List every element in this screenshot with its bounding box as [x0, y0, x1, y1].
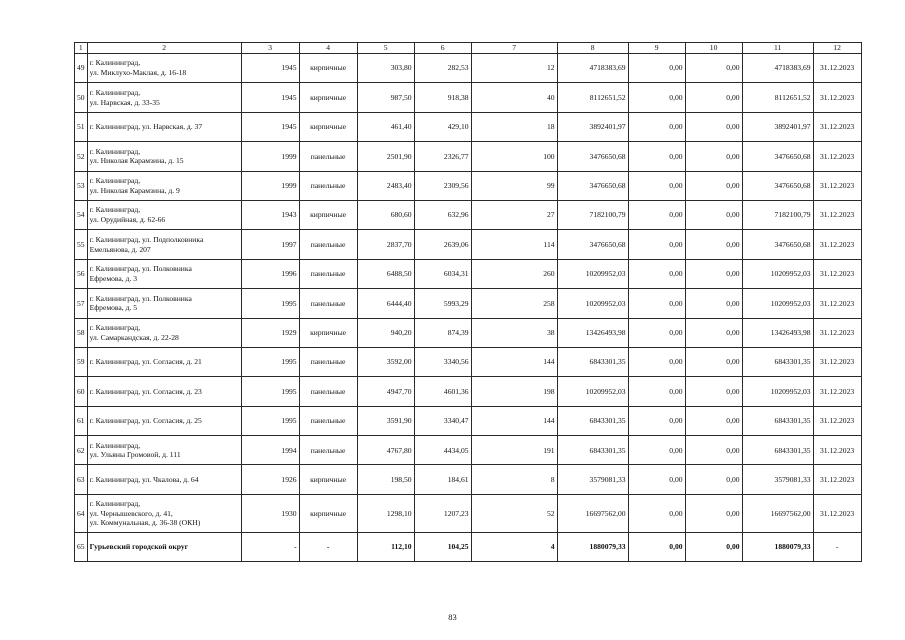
- fund-b-cell: 0,00: [685, 142, 742, 171]
- fund-a-cell: 0,00: [628, 259, 685, 288]
- date-cell: 31.12.2023: [813, 54, 861, 83]
- living-area-cell: 4434,05: [414, 436, 471, 465]
- material-cell: панельные: [299, 289, 357, 318]
- total-area-cell: 112,10: [357, 532, 414, 561]
- date-cell: 31.12.2023: [813, 171, 861, 200]
- row-number: 50: [75, 83, 88, 112]
- residents-cell: 144: [471, 406, 557, 435]
- address-line: ул. Ульяны Громовой, д. 111: [89, 450, 181, 460]
- material-cell: панельные: [299, 171, 357, 200]
- address-line: г. Калининград,: [89, 87, 141, 97]
- date-cell: 31.12.2023: [813, 465, 861, 494]
- fund-a-cell: 0,00: [628, 171, 685, 200]
- table-row: [75, 259, 862, 288]
- address-line: ул. Николая Карамзина, д. 15: [89, 156, 184, 166]
- year-cell: 1926: [241, 465, 299, 494]
- row-number: 54: [75, 200, 88, 229]
- row-number: 65: [75, 532, 88, 561]
- fund-a-cell: 0,00: [628, 112, 685, 141]
- cost-total-cell: 6843301,35: [557, 436, 628, 465]
- fund-b-cell: 0,00: [685, 171, 742, 200]
- residents-cell: 114: [471, 230, 557, 259]
- cost-total-cell: 6843301,35: [557, 406, 628, 435]
- material-cell: панельные: [299, 259, 357, 288]
- fund-c-cell: 3476650,68: [742, 171, 813, 200]
- residents-cell: 100: [471, 142, 557, 171]
- address-line: ул. Миклухо-Маклая, д. 16-18: [89, 68, 187, 78]
- living-area-cell: 3340,56: [414, 347, 471, 376]
- living-area-cell: 282,53: [414, 54, 471, 83]
- column-header: 5: [357, 43, 414, 54]
- year-cell: 1945: [241, 112, 299, 141]
- table-row: [75, 377, 862, 406]
- fund-c-cell: 6843301,35: [742, 406, 813, 435]
- cost-total-cell: 10209952,03: [557, 377, 628, 406]
- total-area-cell: 3591,90: [357, 406, 414, 435]
- material-cell: кирпичные: [299, 318, 357, 347]
- year-cell: 1995: [241, 377, 299, 406]
- fund-c-cell: 10209952,03: [742, 259, 813, 288]
- address-line: г. Калининград,: [89, 498, 141, 508]
- fund-b-cell: 0,00: [685, 494, 742, 532]
- cost-total-cell: 8112651,52: [557, 83, 628, 112]
- material-cell: кирпичные: [299, 200, 357, 229]
- fund-c-cell: 3476650,68: [742, 230, 813, 259]
- cost-total-cell: 7182100,79: [557, 200, 628, 229]
- fund-b-cell: 0,00: [685, 377, 742, 406]
- date-cell: 31.12.2023: [813, 377, 861, 406]
- table-row: [75, 406, 862, 435]
- column-header: 1: [75, 43, 88, 54]
- living-area-cell: 429,10: [414, 112, 471, 141]
- residents-cell: 52: [471, 494, 557, 532]
- address-cell: [87, 289, 241, 318]
- year-cell: 1943: [241, 200, 299, 229]
- column-header: 12: [813, 43, 861, 54]
- living-area-cell: 2639,06: [414, 230, 471, 259]
- address-cell: [87, 347, 241, 376]
- table-row: [75, 142, 862, 171]
- row-number: 62: [75, 436, 88, 465]
- cost-total-cell: 13426493,98: [557, 318, 628, 347]
- fund-b-cell: 0,00: [685, 289, 742, 318]
- year-cell: 1995: [241, 289, 299, 318]
- cost-total-cell: 10209952,03: [557, 259, 628, 288]
- fund-a-cell: 0,00: [628, 318, 685, 347]
- material-cell: кирпичные: [299, 465, 357, 494]
- address-line: ул. Самаркандская, д. 22-28: [89, 332, 179, 342]
- year-cell: 1945: [241, 83, 299, 112]
- fund-a-cell: 0,00: [628, 377, 685, 406]
- row-number: 51: [75, 112, 88, 141]
- residents-cell: 12: [471, 54, 557, 83]
- address-cell: [87, 436, 241, 465]
- total-area-cell: 4947,70: [357, 377, 414, 406]
- column-header: 10: [685, 43, 742, 54]
- row-number: 61: [75, 406, 88, 435]
- fund-b-cell: 0,00: [685, 436, 742, 465]
- row-number: 53: [75, 171, 88, 200]
- fund-a-cell: 0,00: [628, 436, 685, 465]
- living-area-cell: 918,38: [414, 83, 471, 112]
- row-number: 59: [75, 347, 88, 376]
- living-area-cell: 104,25: [414, 532, 471, 561]
- address-line: г. Калининград,: [89, 322, 141, 332]
- column-header: 11: [742, 43, 813, 54]
- total-area-cell: 1298,10: [357, 494, 414, 532]
- residents-cell: 258: [471, 289, 557, 318]
- address-line: г. Калининград, ул. Полковника: [89, 293, 192, 303]
- address-line: ул. Николая Карамзина, д. 9: [89, 185, 180, 195]
- housing-table: [74, 42, 862, 562]
- year-cell: -: [241, 532, 299, 561]
- address-line: г. Калининград, ул. Нарвская, д. 37: [89, 122, 203, 132]
- residents-cell: 99: [471, 171, 557, 200]
- material-cell: панельные: [299, 347, 357, 376]
- year-cell: 1930: [241, 494, 299, 532]
- material-cell: панельные: [299, 406, 357, 435]
- fund-b-cell: 0,00: [685, 200, 742, 229]
- fund-c-cell: 6843301,35: [742, 347, 813, 376]
- address-cell: [87, 54, 241, 83]
- address-line: г. Калининград, ул. Подполковника: [89, 234, 204, 244]
- column-header: 2: [87, 43, 241, 54]
- fund-c-cell: 6843301,35: [742, 436, 813, 465]
- column-header: 9: [628, 43, 685, 54]
- address-cell: [87, 465, 241, 494]
- total-area-cell: 2483,40: [357, 171, 414, 200]
- fund-c-cell: 3476650,68: [742, 142, 813, 171]
- cost-total-cell: 3892401,97: [557, 112, 628, 141]
- residents-cell: 8: [471, 465, 557, 494]
- living-area-cell: 874,39: [414, 318, 471, 347]
- residents-cell: 260: [471, 259, 557, 288]
- address-cell: [87, 142, 241, 171]
- cost-total-cell: 6843301,35: [557, 347, 628, 376]
- residents-cell: 40: [471, 83, 557, 112]
- material-cell: панельные: [299, 436, 357, 465]
- fund-a-cell: 0,00: [628, 54, 685, 83]
- cost-total-cell: 4718383,69: [557, 54, 628, 83]
- column-header: 4: [299, 43, 357, 54]
- fund-c-cell: 13426493,98: [742, 318, 813, 347]
- address-line: г. Калининград,: [89, 146, 141, 156]
- date-cell: 31.12.2023: [813, 112, 861, 141]
- column-header: 3: [241, 43, 299, 54]
- cost-total-cell: 3579081,33: [557, 465, 628, 494]
- date-cell: 31.12.2023: [813, 289, 861, 318]
- total-area-cell: 198,50: [357, 465, 414, 494]
- fund-a-cell: 0,00: [628, 83, 685, 112]
- material-cell: панельные: [299, 377, 357, 406]
- row-number: 60: [75, 377, 88, 406]
- table-row: [75, 347, 862, 376]
- date-cell: 31.12.2023: [813, 406, 861, 435]
- address-cell: [87, 377, 241, 406]
- fund-a-cell: 0,00: [628, 347, 685, 376]
- fund-c-cell: 4718383,69: [742, 54, 813, 83]
- year-cell: 1996: [241, 259, 299, 288]
- material-cell: панельные: [299, 142, 357, 171]
- total-area-cell: 2501,90: [357, 142, 414, 171]
- fund-c-cell: 1880079,33: [742, 532, 813, 561]
- fund-a-cell: 0,00: [628, 406, 685, 435]
- fund-c-cell: 10209952,03: [742, 377, 813, 406]
- fund-b-cell: 0,00: [685, 112, 742, 141]
- residents-cell: 191: [471, 436, 557, 465]
- date-cell: 31.12.2023: [813, 142, 861, 171]
- table-body: [75, 43, 862, 562]
- date-cell: 31.12.2023: [813, 347, 861, 376]
- column-header: 6: [414, 43, 471, 54]
- address-cell: [87, 318, 241, 347]
- address-line: Гурьевский городской округ: [89, 542, 189, 552]
- year-cell: 1994: [241, 436, 299, 465]
- total-area-cell: 987,50: [357, 83, 414, 112]
- residents-cell: 144: [471, 347, 557, 376]
- residents-cell: 18: [471, 112, 557, 141]
- fund-b-cell: 0,00: [685, 532, 742, 561]
- table-row: [75, 318, 862, 347]
- address-line: ул. Чернышевского, д. 41,: [89, 508, 173, 518]
- address-line: г. Калининград,: [89, 176, 141, 186]
- address-cell: [87, 406, 241, 435]
- total-area-cell: 940,20: [357, 318, 414, 347]
- fund-a-cell: 0,00: [628, 494, 685, 532]
- address-line: г. Калининград, ул. Полковника: [89, 264, 192, 274]
- address-line: ул. Орудийная, д. 62-66: [89, 215, 166, 225]
- address-line: г. Калининград,: [89, 440, 141, 450]
- material-cell: панельные: [299, 230, 357, 259]
- column-header: 7: [471, 43, 557, 54]
- address-line: г. Калининград, ул. Согласия, д. 21: [89, 357, 202, 367]
- fund-b-cell: 0,00: [685, 54, 742, 83]
- date-cell: 31.12.2023: [813, 494, 861, 532]
- total-area-cell: 6488,50: [357, 259, 414, 288]
- year-cell: 1945: [241, 54, 299, 83]
- table-row: [75, 436, 862, 465]
- residents-cell: 198: [471, 377, 557, 406]
- living-area-cell: 2326,77: [414, 142, 471, 171]
- fund-b-cell: 0,00: [685, 347, 742, 376]
- year-cell: 1929: [241, 318, 299, 347]
- table-row: [75, 230, 862, 259]
- year-cell: 1995: [241, 406, 299, 435]
- fund-b-cell: 0,00: [685, 465, 742, 494]
- address-line: г. Калининград, ул. Согласия, д. 23: [89, 386, 202, 396]
- cost-total-cell: 3476650,68: [557, 142, 628, 171]
- row-number: 63: [75, 465, 88, 494]
- cost-total-cell: 10209952,03: [557, 289, 628, 318]
- fund-b-cell: 0,00: [685, 318, 742, 347]
- year-cell: 1997: [241, 230, 299, 259]
- fund-b-cell: 0,00: [685, 259, 742, 288]
- address-cell: [87, 171, 241, 200]
- fund-c-cell: 10209952,03: [742, 289, 813, 318]
- row-number: 52: [75, 142, 88, 171]
- fund-a-cell: 0,00: [628, 230, 685, 259]
- material-cell: кирпичные: [299, 112, 357, 141]
- material-cell: кирпичные: [299, 54, 357, 83]
- column-header: 8: [557, 43, 628, 54]
- row-number: 55: [75, 230, 88, 259]
- living-area-cell: 4601,36: [414, 377, 471, 406]
- residents-cell: 38: [471, 318, 557, 347]
- row-number: 57: [75, 289, 88, 318]
- residents-cell: 27: [471, 200, 557, 229]
- material-cell: кирпичные: [299, 494, 357, 532]
- fund-b-cell: 0,00: [685, 83, 742, 112]
- date-cell: 31.12.2023: [813, 436, 861, 465]
- material-cell: кирпичные: [299, 83, 357, 112]
- residents-cell: 4: [471, 532, 557, 561]
- fund-a-cell: 0,00: [628, 532, 685, 561]
- living-area-cell: 632,96: [414, 200, 471, 229]
- fund-c-cell: 8112651,52: [742, 83, 813, 112]
- row-number: 49: [75, 54, 88, 83]
- living-area-cell: 3340,47: [414, 406, 471, 435]
- date-cell: 31.12.2023: [813, 259, 861, 288]
- date-cell: 31.12.2023: [813, 230, 861, 259]
- table-row: [75, 83, 862, 112]
- date-cell: 31.12.2023: [813, 83, 861, 112]
- table-row: [75, 112, 862, 141]
- total-area-cell: 461,40: [357, 112, 414, 141]
- living-area-cell: 6034,31: [414, 259, 471, 288]
- fund-c-cell: 7182100,79: [742, 200, 813, 229]
- date-cell: -: [813, 532, 861, 561]
- year-cell: 1999: [241, 171, 299, 200]
- fund-c-cell: 3579081,33: [742, 465, 813, 494]
- cost-total-cell: 3476650,68: [557, 230, 628, 259]
- table-row: [75, 494, 862, 532]
- table-row: [75, 171, 862, 200]
- total-area-cell: 6444,40: [357, 289, 414, 318]
- cost-total-cell: 3476650,68: [557, 171, 628, 200]
- address-line: Ефремова, д. 5: [89, 303, 138, 313]
- table-total-row: [75, 532, 862, 561]
- address-line: ул. Коммунальная, д. 36-38 (ОКН): [89, 518, 201, 528]
- fund-a-cell: 0,00: [628, 142, 685, 171]
- living-area-cell: 184,61: [414, 465, 471, 494]
- living-area-cell: 2309,56: [414, 171, 471, 200]
- row-number: 64: [75, 494, 88, 532]
- row-number: 56: [75, 259, 88, 288]
- fund-b-cell: 0,00: [685, 406, 742, 435]
- fund-a-cell: 0,00: [628, 200, 685, 229]
- table-row: [75, 289, 862, 318]
- fund-b-cell: 0,00: [685, 230, 742, 259]
- address-line: Емельянова, д. 207: [89, 244, 151, 254]
- address-line: г. Калининград, ул. Чкалова, д. 64: [89, 474, 199, 484]
- address-line: Ефремова, д. 3: [89, 273, 138, 283]
- material-cell: -: [299, 532, 357, 561]
- cost-total-cell: 16697562,00: [557, 494, 628, 532]
- cost-total-cell: 1880079,33: [557, 532, 628, 561]
- fund-a-cell: 0,00: [628, 289, 685, 318]
- table-row: [75, 200, 862, 229]
- table-row: [75, 54, 862, 83]
- header-row: [75, 43, 862, 54]
- address-cell: [87, 532, 241, 561]
- address-line: ул. Нарвская, д. 33-35: [89, 97, 160, 107]
- fund-c-cell: 3892401,97: [742, 112, 813, 141]
- address-cell: [87, 200, 241, 229]
- date-cell: 31.12.2023: [813, 318, 861, 347]
- date-cell: 31.12.2023: [813, 200, 861, 229]
- fund-a-cell: 0,00: [628, 465, 685, 494]
- fund-c-cell: 16697562,00: [742, 494, 813, 532]
- address-line: г. Калининград,: [89, 58, 141, 68]
- year-cell: 1999: [241, 142, 299, 171]
- living-area-cell: 5993,29: [414, 289, 471, 318]
- living-area-cell: 1207,23: [414, 494, 471, 532]
- address-line: г. Калининград, ул. Согласия, д. 25: [89, 416, 202, 426]
- address-cell: [87, 112, 241, 141]
- row-number: 58: [75, 318, 88, 347]
- year-cell: 1995: [241, 347, 299, 376]
- total-area-cell: 4767,80: [357, 436, 414, 465]
- address-cell: [87, 259, 241, 288]
- total-area-cell: 303,80: [357, 54, 414, 83]
- address-line: г. Калининград,: [89, 205, 141, 215]
- table-row: [75, 465, 862, 494]
- address-cell: [87, 83, 241, 112]
- address-cell: [87, 230, 241, 259]
- page-number: 83: [448, 612, 457, 622]
- address-cell: [87, 494, 241, 532]
- total-area-cell: 2837,70: [357, 230, 414, 259]
- total-area-cell: 3592,00: [357, 347, 414, 376]
- total-area-cell: 680,60: [357, 200, 414, 229]
